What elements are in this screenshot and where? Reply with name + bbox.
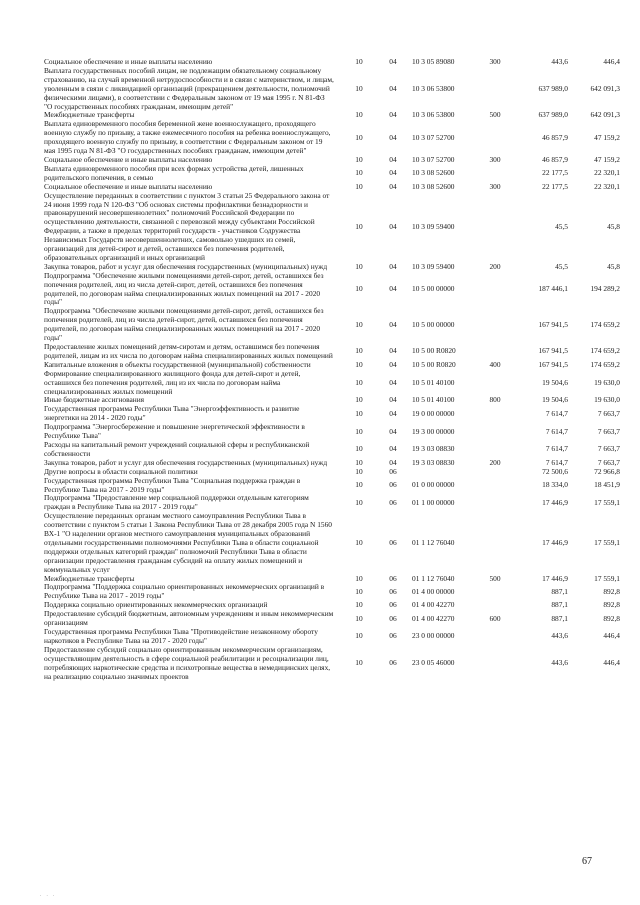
- row-amount-2018: 887,1: [551, 600, 568, 610]
- row-expense-type: [478, 601, 512, 610]
- row-amount-2019: 47 159,2: [594, 132, 620, 142]
- row-section: 10: [355, 168, 363, 178]
- row-amount-2018: 167 941,5: [538, 359, 568, 369]
- row-expense-type: 500: [489, 573, 501, 583]
- row-target-article: 10 3 08 52600: [412, 168, 455, 178]
- row-section: 10: [355, 359, 363, 369]
- row-expense-type: [478, 468, 512, 477]
- row-name: Поддержка социально ориентированных некоммерческих организаций: [44, 600, 268, 610]
- row-target-article: 10 3 06 53800: [412, 83, 455, 93]
- row-target-article: 10 3 05 89080: [412, 57, 455, 66]
- row-subsection: 04: [389, 221, 397, 231]
- row-section: 10: [355, 426, 363, 436]
- row-section: 10: [355, 181, 363, 191]
- row-subsection: 06: [389, 497, 397, 507]
- row-target-article: 10 5 00 R0820: [412, 346, 456, 356]
- row-name: Закупка товаров, работ и услуг для обеспечения государственных (муниципальных) нужд: [44, 261, 328, 271]
- row-section: 10: [355, 613, 363, 623]
- row-target-article: 10 5 00 00000: [412, 284, 455, 294]
- row-target-article: 10 3 07 52700: [412, 132, 455, 142]
- row-amount-2018: 46 857,9: [542, 132, 568, 142]
- row-section: 10: [355, 221, 363, 231]
- row-expense-type: [478, 272, 512, 308]
- row-section: 10: [355, 319, 363, 329]
- table-row: [44, 610, 620, 628]
- table-row: [44, 192, 620, 263]
- row-amount-2019: 892,8: [603, 613, 620, 623]
- row-amount-2018: 17 446,9: [542, 573, 568, 583]
- row-expense-type: 500: [489, 110, 501, 120]
- row-subsection: 06: [389, 466, 397, 476]
- row-amount-2019: 19 630,0: [594, 395, 620, 405]
- row-amount-2019: 17 559,1: [594, 573, 620, 583]
- row-amount-2018: 443,6: [551, 57, 568, 66]
- row-expense-type: [478, 477, 512, 495]
- row-amount-2018: 187 446,1: [538, 284, 568, 294]
- row-subsection: 04: [389, 408, 397, 418]
- row-subsection: 06: [389, 631, 397, 641]
- row-section: 10: [355, 346, 363, 356]
- row-name: Подпрограмма "Предоставление мер социальной поддержки отдельным категориям граждан в Республике Тыва на 2017 - 2019 годы": [44, 493, 309, 512]
- row-expense-type: 200: [489, 261, 501, 271]
- row-section: 10: [355, 466, 363, 476]
- row-amount-2019: 22 320,1: [594, 168, 620, 178]
- row-amount-2019: 446,4: [603, 57, 620, 66]
- row-name: Межбюджетные трансферты: [44, 110, 135, 120]
- row-amount-2019: 22 320,1: [594, 181, 620, 191]
- row-expense-type: 200: [489, 457, 501, 467]
- row-target-article: [408, 468, 478, 477]
- row-amount-2018: 7 614,7: [545, 426, 568, 436]
- row-target-article: 19 3 03 08830: [412, 457, 455, 467]
- row-amount-2019: 19 630,0: [594, 377, 620, 387]
- row-expense-type: [478, 441, 512, 459]
- row-amount-2018: 19 504,6: [542, 377, 568, 387]
- table-row: [44, 272, 620, 308]
- row-amount-2018: 17 446,9: [542, 537, 568, 547]
- row-section: 10: [355, 586, 363, 596]
- row-name: Подпрограмма "Обеспечение жилыми помещениями детей-сирот, детей, оставшихся без попечения родителей, лиц из числа детей-сирот, детей, оставшихся без попечения родителей, по договорам найма специализированных жилых помещений на 2017 - 2020 годы": [44, 306, 324, 343]
- row-expense-type: 300: [489, 181, 501, 191]
- scan-artifact: . . .: [40, 893, 57, 898]
- row-name: Осуществление переданных органам местного самоуправления Республики Тыва в соответствии с пунктом 5 статьи 1 Закона Республики Тыва от 28 декабря 2005 года N 1560 ВХ-1 "О наделении органов местного самоуправления муниципальных образований отдельными государственными полномочиями Республики Тыва в области социальной поддержки отдельных категорий граждан" полномочий Республики Тыва в области организации предоставления гражданам субсидий на оплату жилых помещений и коммунальных услуг: [44, 511, 332, 574]
- row-subsection: 04: [389, 359, 397, 369]
- table-row: [44, 628, 620, 646]
- row-name: Выплата единовременного пособия при всех формах устройства детей, лишенных родительского попечения, в семью: [44, 163, 304, 182]
- table-row: [44, 423, 620, 441]
- row-amount-2019: 446,4: [603, 631, 620, 641]
- row-amount-2019: 7 663,7: [597, 457, 620, 467]
- row-section: 10: [355, 395, 363, 405]
- row-expense-type: [478, 494, 512, 512]
- row-amount-2019: 47 159,2: [594, 154, 620, 164]
- row-section: 10: [355, 284, 363, 294]
- row-target-article: 01 4 00 42270: [412, 600, 455, 610]
- row-expense-type: 400: [489, 359, 501, 369]
- row-subsection: 06: [389, 658, 397, 668]
- row-amount-2018: 18 334,0: [542, 480, 568, 490]
- row-amount-2018: 443,6: [551, 658, 568, 668]
- row-target-article: 10 5 01 40100: [412, 395, 455, 405]
- row-expense-type: [478, 192, 512, 263]
- row-expense-type: 800: [489, 395, 501, 405]
- row-subsection: 04: [389, 395, 397, 405]
- row-amount-2019: 194 289,2: [590, 284, 620, 294]
- row-name: Государственная программа Республики Тыва "Противодействие незаконному обороту наркотиков в Республике Тыва на 2017 - 2020 годы": [44, 627, 318, 645]
- row-subsection: 04: [389, 426, 397, 436]
- row-target-article: 01 4 00 42270: [412, 613, 455, 623]
- row-expense-type: [478, 646, 512, 682]
- row-section: 10: [355, 600, 363, 610]
- row-section: 10: [355, 658, 363, 668]
- row-subsection: 04: [389, 261, 397, 271]
- row-amount-2018: 46 857,9: [542, 154, 568, 164]
- row-section: 10: [355, 57, 363, 66]
- row-section: 10: [355, 631, 363, 641]
- row-name: Предоставление субсидий социально ориентированным некоммерческим организациям, осуществляющим деятельность в сфере социальной реабилитации и ресоциализации лиц, потребляющих наркотические средства и психотропные вещества в немедицинских целях, на реализацию социально значимых проектов: [44, 644, 331, 681]
- row-section: 10: [355, 132, 363, 142]
- row-subsection: 04: [389, 132, 397, 142]
- row-subsection: 06: [389, 537, 397, 547]
- row-amount-2018: 167 941,5: [538, 346, 568, 356]
- row-amount-2018: 443,6: [551, 631, 568, 641]
- row-subsection: 04: [389, 284, 397, 294]
- row-target-article: 10 3 07 52700: [412, 154, 455, 164]
- row-expense-type: [478, 583, 512, 601]
- row-amount-2019: 7 663,7: [597, 444, 620, 454]
- row-target-article: 19 0 00 00000: [412, 408, 455, 418]
- row-target-article: 10 3 08 52600: [412, 181, 455, 191]
- row-amount-2018: 7 614,7: [545, 444, 568, 454]
- row-name: Расходы на капитальный ремонт учреждений социальной сферы и республиканской собственности: [44, 439, 310, 458]
- row-expense-type: [478, 370, 512, 397]
- row-expense-type: [478, 628, 512, 646]
- row-section: 10: [355, 444, 363, 454]
- row-section: 10: [355, 154, 363, 164]
- row-name: Межбюджетные трансферты: [44, 573, 135, 583]
- table-row: [44, 67, 620, 112]
- row-subsection: 04: [389, 57, 397, 66]
- row-amount-2019: 17 559,1: [594, 497, 620, 507]
- row-target-article: 19 3 00 00000: [412, 426, 455, 436]
- row-name: Предоставление жилых помещений детям-сиротам и детям, оставшимся без попечения родителей, лицам из их числа по договорам найма специализированных жилых помещений: [44, 342, 333, 360]
- row-expense-type: [478, 307, 512, 343]
- row-name: Осуществление переданных в соответствии с пунктом 3 статьи 25 Федерального закона от 24 июня 1999 года N 120-ФЗ "Об основах системы профилактики безнадзорности и правонарушений несовершеннолетних" полномочий Российской Федерации по осуществлению деятельности, связанной с перевозкой между субъектами Российской Федерации, а также в пределах территорий государств - участников Содружества Независимых Государств несовершеннолетних, самовольно ушедших из семей, организаций для детей-сирот и детей, оставшихся без попечения родителей, образовательных организаций и иных организаций: [44, 190, 330, 262]
- row-target-article: 01 1 12 76040: [412, 573, 455, 583]
- row-amount-2019: 174 659,2: [590, 346, 620, 356]
- table-row: [44, 646, 620, 682]
- row-amount-2018: 22 177,5: [542, 181, 568, 191]
- row-target-article: 10 3 06 53800: [412, 110, 455, 120]
- table-row: [44, 583, 620, 601]
- row-section: 10: [355, 110, 363, 120]
- row-target-article: 01 0 00 00000: [412, 480, 455, 490]
- row-subsection: 06: [389, 600, 397, 610]
- row-amount-2019: 7 663,7: [597, 408, 620, 418]
- row-section: 10: [355, 537, 363, 547]
- row-subsection: 06: [389, 480, 397, 490]
- table-row: [44, 370, 620, 397]
- row-amount-2018: 19 504,6: [542, 395, 568, 405]
- row-name: Социальное обеспечение и иные выплаты населению: [44, 57, 213, 66]
- row-target-article: 01 4 00 00000: [412, 586, 455, 596]
- row-amount-2018: 887,1: [551, 613, 568, 623]
- row-name: Иные бюджетные ассигнования: [44, 395, 145, 405]
- row-subsection: 04: [389, 168, 397, 178]
- row-name: Закупка товаров, работ и услуг для обеспечения государственных (муниципальных) нужд: [44, 457, 328, 467]
- row-name: Другие вопросы в области социальной политики: [44, 466, 198, 476]
- row-expense-type: [478, 67, 512, 112]
- table-row: [44, 494, 620, 512]
- row-target-article: 10 3 09 59400: [412, 261, 455, 271]
- table-row: [44, 165, 620, 183]
- row-amount-2018: 72 500,6: [542, 466, 568, 476]
- table-row: [44, 512, 620, 574]
- table-row: [44, 343, 620, 361]
- row-amount-2018: 7 614,7: [545, 457, 568, 467]
- row-amount-2019: 18 451,9: [594, 480, 620, 490]
- row-amount-2018: 22 177,5: [542, 168, 568, 178]
- row-amount-2018: 167 941,5: [538, 319, 568, 329]
- table-row: [44, 477, 620, 495]
- row-section: 10: [355, 480, 363, 490]
- row-subsection: 04: [389, 457, 397, 467]
- row-expense-type: [478, 512, 512, 574]
- row-section: 10: [355, 573, 363, 583]
- row-name: Формирование специализированного жилищного фонда для детей-сирот и детей, оставшихся без попечения родителей, лиц из их числа по договорам найма специализированных жилых помещений: [44, 368, 301, 396]
- row-subsection: 04: [389, 83, 397, 93]
- row-name: Подпрограмма "Поддержка социально ориентированных некоммерческих организаций в Республике Тыва на 2017 - 2019 годы": [44, 582, 325, 601]
- row-subsection: 04: [389, 181, 397, 191]
- row-subsection: 04: [389, 319, 397, 329]
- row-section: 10: [355, 83, 363, 93]
- row-name: Социальное обеспечение и иные выплаты населению: [44, 154, 213, 164]
- row-target-article: 23 0 05 46000: [412, 658, 455, 668]
- row-amount-2019: 642 091,3: [590, 110, 620, 120]
- row-expense-type: [478, 405, 512, 423]
- row-subsection: 04: [389, 110, 397, 120]
- row-amount-2018: 887,1: [551, 586, 568, 596]
- row-target-article: 01 1 12 76040: [412, 537, 455, 547]
- table-row: [44, 120, 620, 156]
- row-target-article: 23 0 00 00000: [412, 631, 455, 641]
- row-name: Подпрограмма "Обеспечение жилыми помещениями детей-сирот, детей, оставшихся без попечения родителей, лиц из числа детей-сирот, детей, оставшихся без попечения родителей, по договорам найма специализированных жилых помещений на 2017 - 2020 годы": [44, 270, 324, 307]
- row-name: Выплата государственных пособий лицам, не подлежащим обязательному социальному страхованию, на случай временной нетрудоспособности и в связи с материнством, и лицам, уволенным в связи с ликвидацией организаций (прекращением деятельности, полномочий физическими лицами), в соответствии с Федеральным законом от 19 мая 1995 г. N 81-ФЗ "О государственных пособиях гражданам, имеющим детей": [44, 65, 334, 111]
- row-section: 10: [355, 457, 363, 467]
- page-number: 67: [582, 856, 592, 867]
- row-amount-2019: 72 966,8: [594, 466, 620, 476]
- table-row: [44, 405, 620, 423]
- row-name: Подпрограмма "Энергосбережение и повышение энергетической эффективности в Республике Тыва": [44, 422, 305, 441]
- table-row: [44, 441, 620, 459]
- row-target-article: 10 3 09 59400: [412, 221, 455, 231]
- row-amount-2018: 17 446,9: [542, 497, 568, 507]
- row-amount-2019: 892,8: [603, 586, 620, 596]
- budget-table: [44, 58, 620, 681]
- row-target-article: 10 5 01 40100: [412, 377, 455, 387]
- row-section: 10: [355, 377, 363, 387]
- row-target-article: 01 1 00 00000: [412, 497, 455, 507]
- row-name: Капитальные вложения в объекты государственной (муниципальной) собственности: [44, 359, 311, 369]
- row-amount-2019: 17 559,1: [594, 537, 620, 547]
- row-amount-2019: 174 659,2: [590, 359, 620, 369]
- row-amount-2019: 446,4: [603, 658, 620, 668]
- row-amount-2018: 45,5: [555, 261, 568, 271]
- row-target-article: 19 3 03 08830: [412, 444, 455, 454]
- row-amount-2019: 7 663,7: [597, 426, 620, 436]
- row-subsection: 04: [389, 377, 397, 387]
- row-name: Государственная программа Республики Тыва "Социальная поддержка граждан в Республике Тыва на 2017 - 2019 годы": [44, 475, 301, 494]
- row-target-article: 10 5 00 R0820: [412, 359, 456, 369]
- row-subsection: 04: [389, 444, 397, 454]
- row-name: Предоставление субсидий бюджетным, автономным учреждениям и иным некоммерческим организациям: [44, 609, 334, 628]
- row-subsection: 06: [389, 573, 397, 583]
- row-expense-type: 300: [489, 57, 501, 66]
- row-subsection: 04: [389, 346, 397, 356]
- row-amount-2018: 7 614,7: [545, 408, 568, 418]
- row-name: Выплата единовременного пособия беременной жене военнослужащего, проходящего военную службу по призыву, а также ежемесячного пособия на ребенка военнослужащего, проходящего военную службу по призыву, в соответствии с Федеральным законом от 19 мая 1995 года N 81-ФЗ "О государственных пособиях гражданам, имеющим детей": [44, 119, 331, 156]
- row-amount-2018: 637 989,0: [538, 83, 568, 93]
- row-section: 10: [355, 497, 363, 507]
- row-subsection: 06: [389, 586, 397, 596]
- row-amount-2019: 45,8: [607, 221, 620, 231]
- table-row: [44, 307, 620, 343]
- row-amount-2019: 174 659,2: [590, 319, 620, 329]
- row-expense-type: [478, 343, 512, 361]
- row-amount-2018: 45,5: [555, 221, 568, 231]
- row-amount-2018: 637 989,0: [538, 110, 568, 120]
- row-expense-type: [478, 120, 512, 156]
- row-section: 10: [355, 261, 363, 271]
- row-subsection: 04: [389, 154, 397, 164]
- row-name: Государственная программа Республики Тыва "Энергоэффективность и развитие энергетики на 2014 - 2020 годы": [44, 404, 300, 423]
- row-amount-2019: 45,8: [607, 261, 620, 271]
- row-amount-2019: 892,8: [603, 600, 620, 610]
- row-name: Социальное обеспечение и иные выплаты населению: [44, 181, 213, 191]
- row-section: 10: [355, 408, 363, 418]
- row-amount-2019: 642 091,3: [590, 83, 620, 93]
- row-expense-type: [478, 165, 512, 183]
- row-target-article: 10 5 00 00000: [412, 319, 455, 329]
- row-expense-type: [478, 423, 512, 441]
- row-expense-type: 300: [489, 154, 501, 164]
- row-subsection: 06: [389, 613, 397, 623]
- row-expense-type: 600: [489, 613, 501, 623]
